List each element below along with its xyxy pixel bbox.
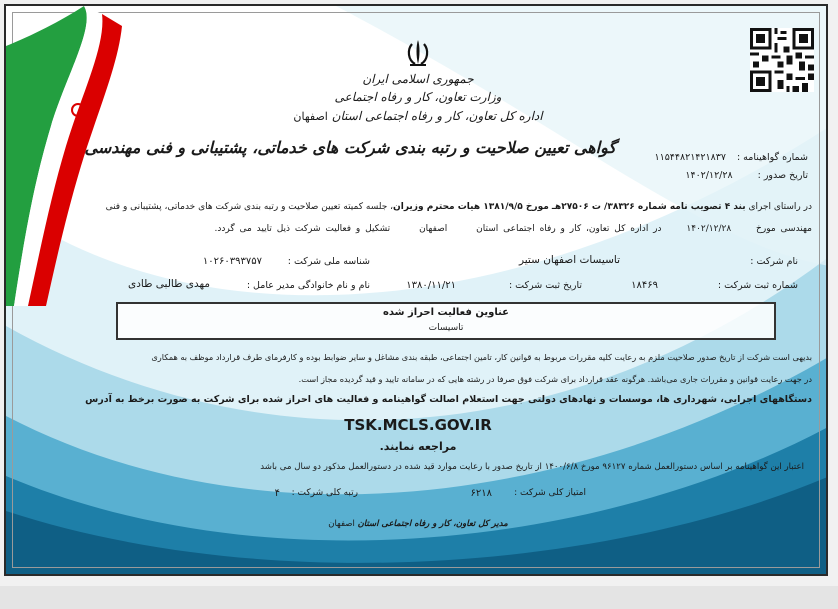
header-line-2: وزارت تعاون، کار و رفاه اجتماعی	[334, 90, 502, 104]
total-score: ۶۲۱۸	[470, 488, 492, 499]
intro-line2-a: مهندسی مورخ	[756, 224, 812, 234]
intro-line2-c: تشکیل و فعالیت شرکت ذیل تایید می گردد.	[214, 224, 391, 234]
intro-text-c: ، جلسه کمیته تعیین صلاحیت و رتبه بندی شرکت های خدماتی، پشتیبانی و فنی	[105, 202, 394, 212]
issue-date-label: تاریخ صدور :	[757, 170, 808, 181]
intro-decree: بند ۴ تصویب نامه شماره ۳۸۳۲۶/ ت ۲۷۵۰۶هـ مورخ ۱۳۸۱/۹/۵ هیات محترم وزیران	[393, 202, 746, 212]
inquiry-url[interactable]: TSK.MCLS.GOV.IR	[344, 416, 492, 434]
activity-value: تاسیسات	[428, 323, 464, 333]
signature-line	[268, 519, 568, 529]
body-paragraph-2: در جهت رعایت قوانین و مقررات جاری می‌باشد. هرگونه عقد قرارداد برای شرکت فوق صرفا در رشته هایی که در سامانه تایید و قید گردیده مجاز است.	[298, 374, 812, 384]
cert-number-label: شماره گواهینامه :	[736, 152, 808, 163]
issue-date: ۱۴۰۲/۱۲/۲۸	[685, 170, 733, 181]
iran-emblem-icon	[404, 36, 432, 68]
company-name: تاسیسات اصفهان ستیر	[518, 254, 620, 266]
rank-label: رتبه کلی شرکت :	[291, 488, 358, 498]
body-paragraph-1: بدیهی است شرکت از تاریخ صدور صلاحیت ملزم به رعایت کلیه مقررات مربوط به قوانین کار، تامین اجتماعی، طبقه بندی مشاغل و سایر ضوابط بوده و کارفرمای طرف قرارداد موظف به همکاری	[151, 352, 812, 362]
inquiry-notice: دستگاههای اجرایی، شهرداری ها، موسسات و نهادهای دولتی جهت استعلام اصالت گواهینامه و فعالیت های احراز شده برای شرکت به صورت برخط به آدرس	[85, 394, 812, 405]
national-id-label: شناسه ملی شرکت :	[287, 256, 370, 267]
certificate-title: گواهی تعیین صلاحیت و رتبه بندی شرکت های خدماتی، پشتیبانی و فنی مهندسی	[84, 138, 616, 157]
reg-number: ۱۸۴۶۹	[631, 280, 658, 291]
header-province: اصفهان	[293, 110, 328, 123]
issue-date-row	[685, 170, 808, 181]
validity-text: اعتبار این گواهینامه بر اساس دستورالعمل شماره ۹۶۱۲۷ مورخ ۱۴۰۰/۶/۸ از تاریخ صدور با رعایت موارد قید شده در دستورالعمل مذکور دو سال می باشد	[260, 462, 804, 472]
intro-text-a: در راستای اجرای	[748, 202, 812, 212]
cert-number-row	[654, 152, 808, 163]
certificate	[4, 4, 828, 576]
intro-line2-b: در اداره کل تعاون، کار و رفاه اجتماعی استان	[476, 224, 662, 234]
intro-line2-date: ۱۴۰۲/۱۲/۲۸	[686, 224, 732, 234]
header-line-3-text: اداره کل تعاون، کار و رفاه اجتماعی استان	[331, 109, 543, 123]
intro-line-2	[214, 224, 812, 234]
activity-box	[116, 302, 776, 340]
footer-bar	[0, 586, 838, 609]
header-line-3	[268, 109, 568, 123]
ceo-name: مهدی طالبی طادی	[128, 278, 210, 290]
signature-title: مدیر کل تعاون، کار و رفاه اجتماعی استان	[357, 519, 508, 529]
cert-number: ۱۱۵۴۴۸۲۱۴۲۱۸۳۷	[654, 152, 726, 163]
activity-title: عناوین فعالیت احراز شده	[382, 307, 509, 318]
reg-number-label: شماره ثبت شرکت :	[717, 280, 798, 291]
intro-line2-province: اصفهان	[419, 224, 448, 234]
rank: ۴	[274, 488, 280, 499]
reg-date: ۱۳۸۰/۱۱/۲۱	[406, 280, 456, 291]
reg-date-label: تاریخ ثبت شرکت :	[508, 280, 582, 291]
national-id: ۱۰۲۶۰۳۹۳۷۵۷	[202, 256, 262, 267]
qr-code-icon	[750, 28, 814, 92]
ceo-label: نام و نام خانوادگی مدیر عامل :	[246, 280, 370, 291]
signature-province: اصفهان	[328, 519, 355, 529]
total-score-label: امتیاز کلی شرکت :	[514, 488, 586, 498]
company-name-label: نام شرکت :	[750, 256, 798, 267]
intro-line-1	[106, 202, 812, 212]
inquiry-notice-end: مراجعه نمایند.	[379, 440, 457, 453]
header-line-1: جمهوری اسلامی ایران	[362, 72, 474, 86]
